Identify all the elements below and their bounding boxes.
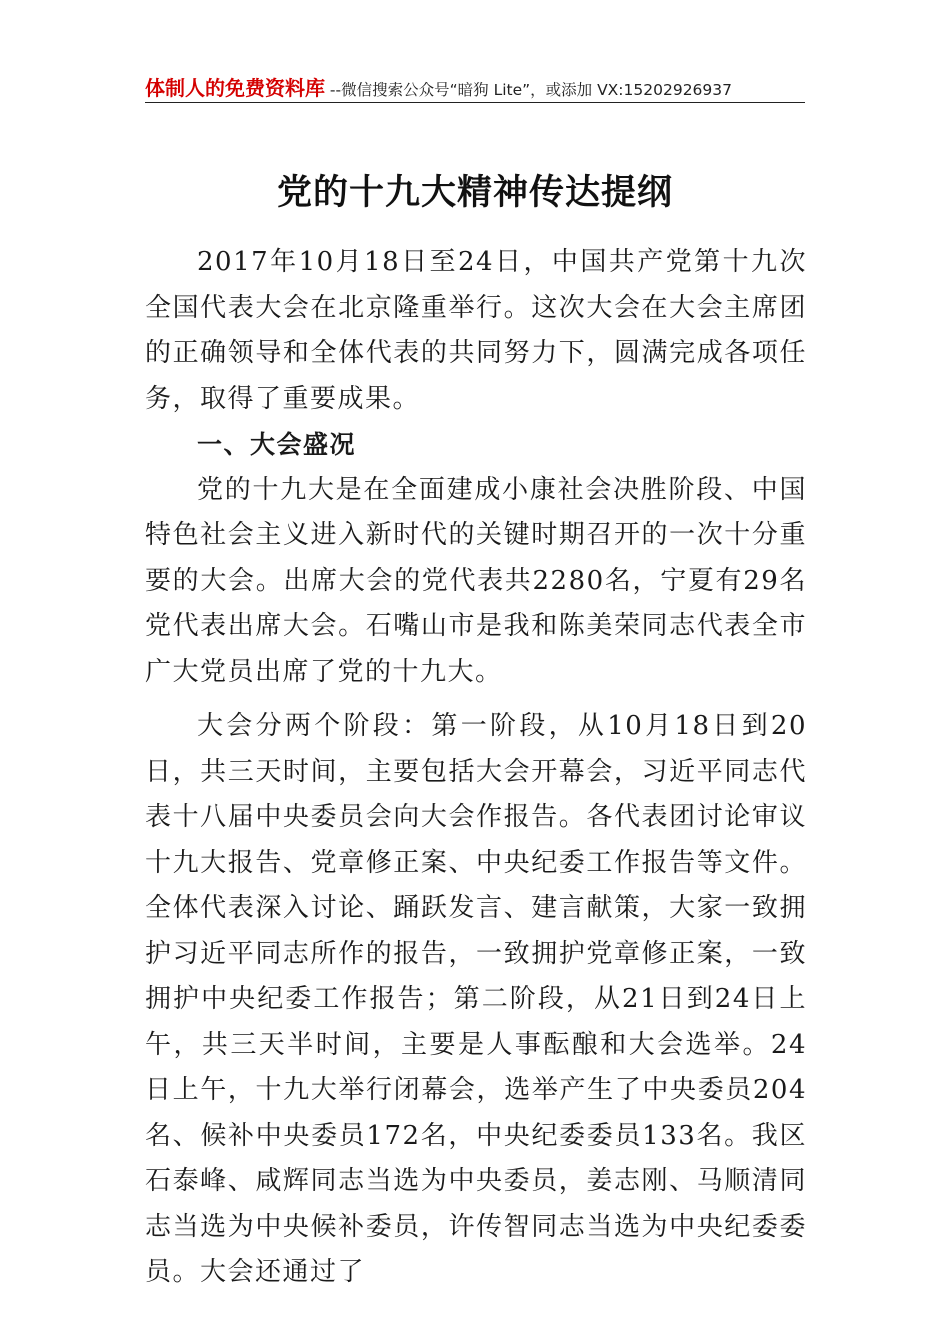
paragraph-stages: 大会分两个阶段：第一阶段，从10月18日到20日，共三天时间，主要包括大会开幕会，习近平同志代表十八届中央委员会向大会作报告。各代表团讨论审议十九大报告、党章修正案、中央纪委工作报告等文件。全体代表深入讨论、踊跃发言、建言献策，大家一致拥护习近平同志所作的报告，一致拥护党章修正案，一致拥护中央纪委工作报告；第二阶段，从21日到24日上午，共三天半时间，主要是人事酝酿和大会选举。24日上午，十九大举行闭幕会，选举产生了中央委员204名、候补中央委员172名，中央纪委委员133名。我区石泰峰、咸辉同志当选为中央委员，姜志刚、马顺清同志当选为中央候补委员，许传智同志当选为中央纪委委员。大会还通过了: [145, 711, 807, 1287]
document-title: 党的十九大精神传达提纲: [276, 172, 673, 213]
page-header: [145, 72, 805, 103]
paragraph-intro: 2017年10月18日至24日，中国共产党第十九次全国代表大会在北京隆重举行。这次大会在大会主席团的正确领导和全体代表的共同努力下，圆满完成各项任务，取得了重要成果。: [145, 247, 807, 414]
header-contact: --微信搜索公众号“暗狗 Lite”，或添加 VX:15202926937: [325, 81, 733, 99]
paragraph-overview: 党的十九大是在全面建成小康社会决胜阶段、中国特色社会主义进入新时代的关键时期召开的一次十分重要的大会。出席大会的党代表共2280名，宁夏有29名党代表出席大会。石嘴山市是我和陈美荣同志代表全市广大党员出席了党的十九大。: [145, 474, 807, 687]
header-brand: 体制人的免费资料库: [145, 76, 325, 100]
section-heading: 一、大会盛况: [197, 430, 357, 459]
document-body: [145, 240, 807, 1296]
